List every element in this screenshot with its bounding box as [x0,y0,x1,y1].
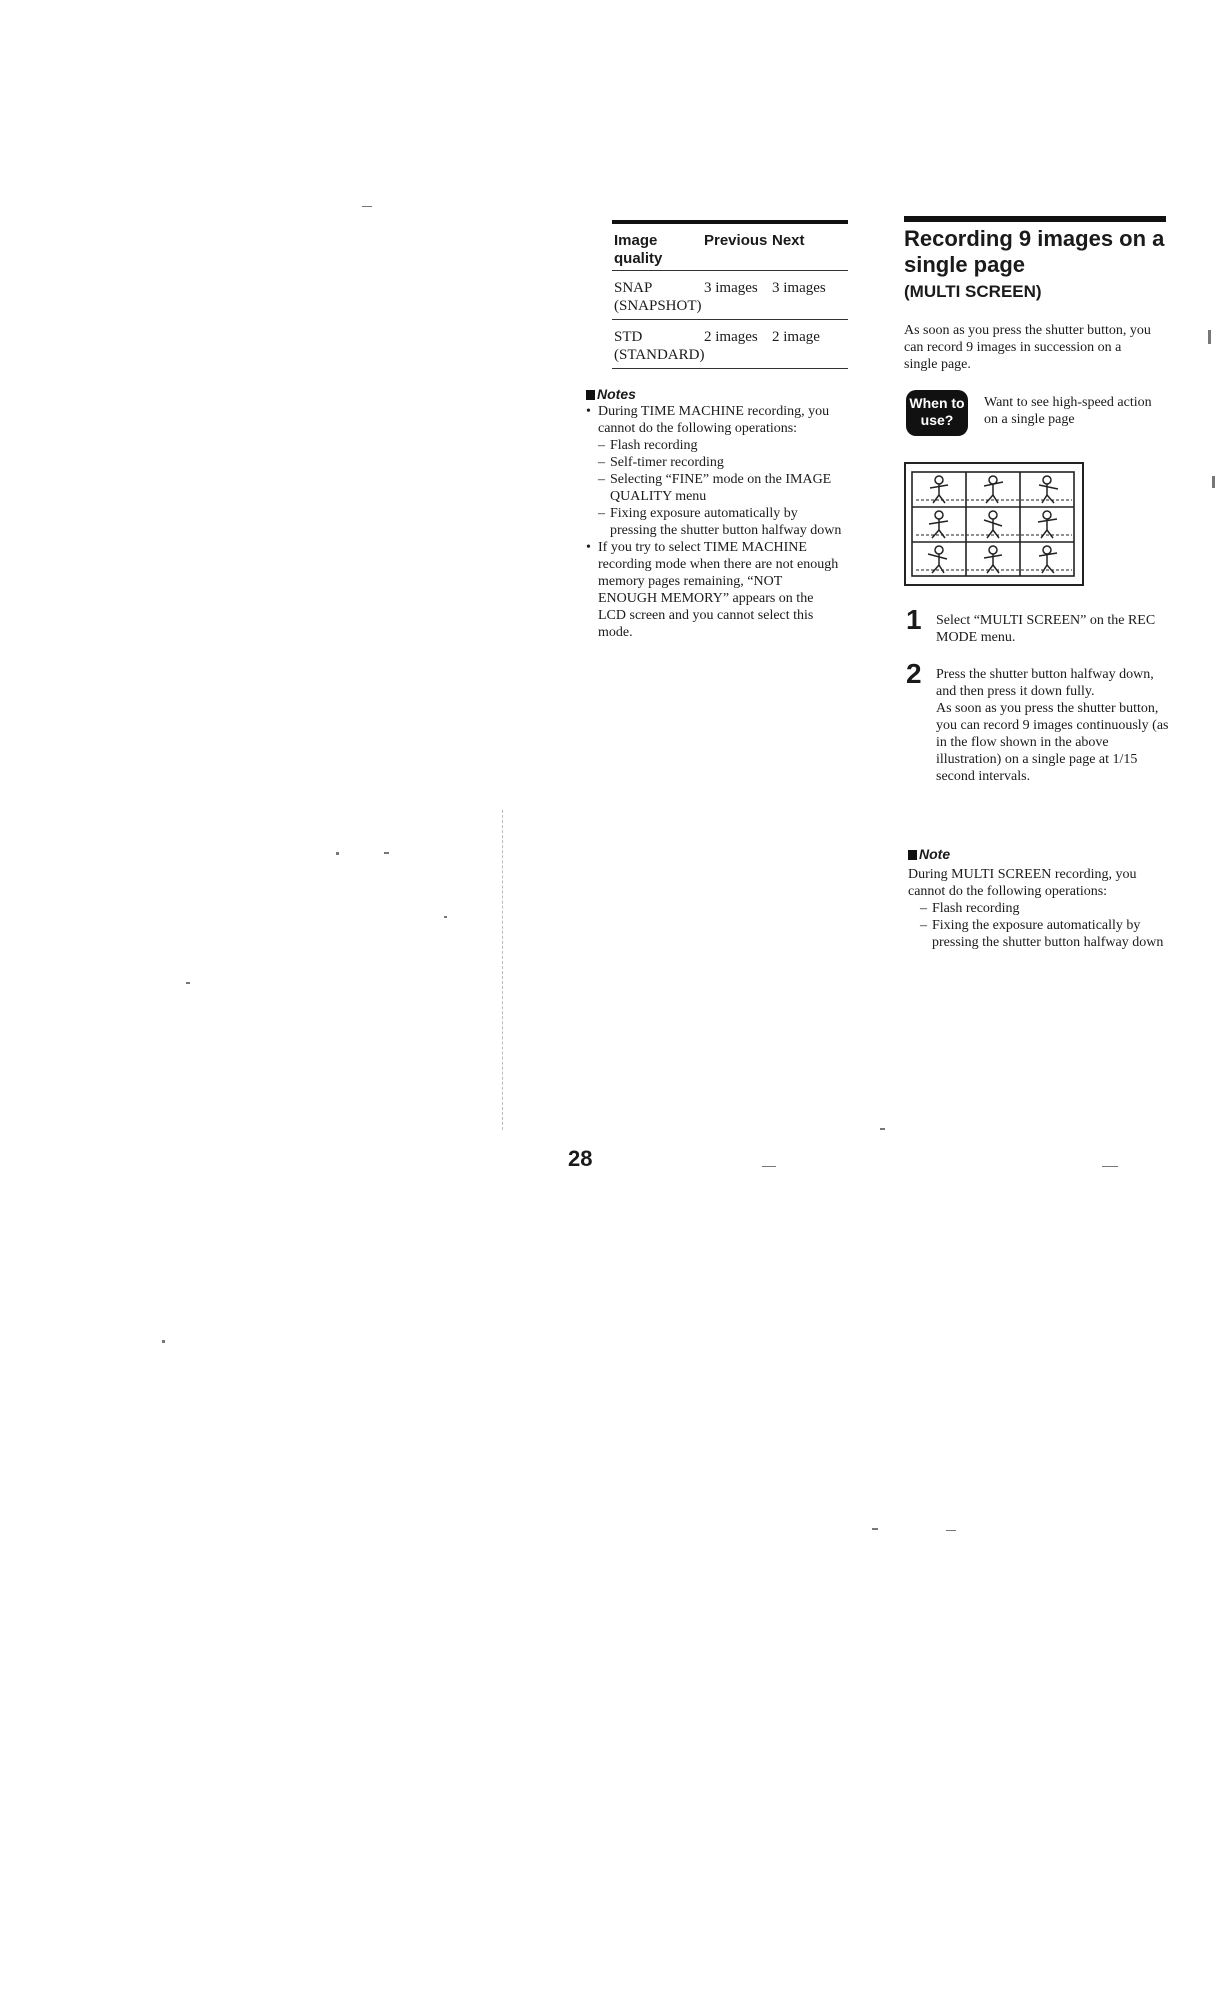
scan-speck [336,852,339,855]
notes-operations-list [586,437,842,539]
note-operations-list [908,900,1170,951]
section-title-bar [904,216,1166,222]
step-2-number: 2 [906,658,922,689]
header-next: Next [772,232,805,249]
note-text: During MULTI SCREEN recording, you cannot do the following operations: [908,867,1137,899]
notes-bullet-2: • If you try to select TIME MACHINE recording mode when there are not enough memory pages remaining, “NOT ENOUGH MEMORY” appears on the LCD screen and you cannot select this mode. [586,539,842,641]
note-marker-icon [586,390,595,400]
list-item: – Fixing the exposure automatically by pressing the shutter button halfway down [908,917,1170,951]
list-item: – Flash recording [586,437,842,454]
scan-speck [872,1528,878,1530]
scan-speck [444,916,447,918]
scan-speck [762,1166,776,1167]
page-number: 28 [568,1146,593,1171]
scan-speck [1102,1166,1118,1167]
list-item: – Self-timer recording [586,454,842,471]
notes-heading-text: Notes [597,386,636,402]
scan-speck [1208,330,1211,344]
notes-bullet-1: • During TIME MACHINE recording, you cannot do the following operations: [586,403,842,437]
step-2-text: Press the shutter button halfway down, and then press it down fully. [936,667,1154,699]
scan-speck [880,1128,885,1130]
when-to-use-badge: When to use? [906,390,968,436]
header-previous: Previous [704,232,768,249]
table-row [612,320,848,368]
step-1-number: 1 [906,604,922,635]
list-item: – Flash recording [908,900,1170,917]
note-body [908,866,1170,951]
note-marker-icon [908,850,917,860]
cell-quality: SNAP (SNAPSHOT) [614,280,702,314]
note-heading [908,846,950,862]
step-2-body [936,666,1172,785]
notes-heading [586,386,842,402]
image-quality-table [612,220,848,369]
section-subtitle: (MULTI SCREEN) [904,282,1042,301]
notes-block [586,386,842,641]
scan-speck [362,206,372,207]
cell-next: 2 image [772,329,820,345]
multi-screen-illustration [904,462,1084,586]
cell-quality: STD (STANDARD) [614,329,705,363]
scan-speck [1212,476,1215,488]
note-heading-text: Note [919,846,951,862]
nine-frame-figure-icon [906,464,1082,584]
step-1-text: Select “MULTI SCREEN” on the REC MODE menu. [936,613,1156,645]
scan-speck [162,1340,165,1343]
cell-next: 3 images [772,280,826,296]
table-row [612,271,848,319]
list-item: – Selecting “FINE” mode on the IMAGE QUALITY menu [586,471,842,505]
when-to-use-text: Want to see high-speed action on a single page [984,395,1152,427]
cell-previous: 3 images [704,280,758,296]
section-title: Recording 9 images on a single page [904,226,1165,277]
section-intro: As soon as you press the shutter button, you can record 9 images in succession on a single page. [904,323,1151,372]
step-2-detail: As soon as you press the shutter button, you can record 9 images continuously (as in the flow shown in the above illustration) on a single page at 1/15 second intervals. [936,701,1169,784]
table-bottom-rule [612,368,848,369]
scan-speck [946,1530,956,1531]
cell-previous: 2 images [704,329,758,345]
scan-speck [384,852,389,854]
list-item: – Fixing exposure automatically by pressing the shutter button halfway down [586,505,842,539]
table-header-row [612,224,848,270]
header-image-quality: Image quality [614,232,663,267]
scan-artifact [502,810,504,1130]
scan-speck [186,982,190,984]
